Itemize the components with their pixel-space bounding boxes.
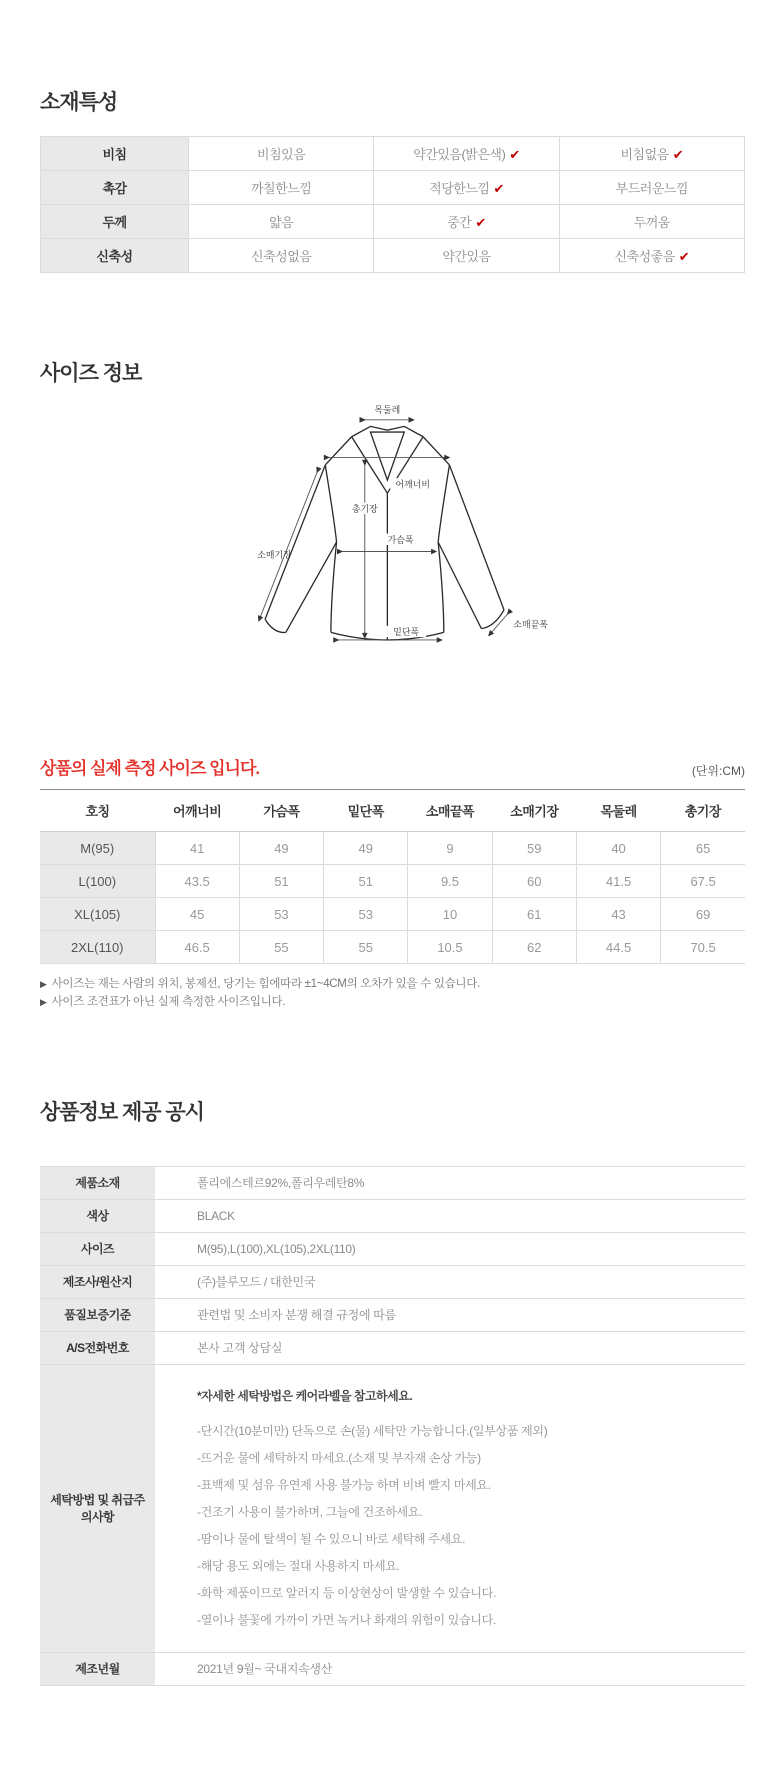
material-option: 비침없음 ✔ <box>559 137 744 171</box>
shirt-outline <box>265 426 504 640</box>
info-row <box>40 1298 745 1331</box>
size-col-header: 소매기장 <box>492 790 576 832</box>
hem-label: 밑단폭 <box>392 627 419 638</box>
size-value: 46.5 <box>155 931 239 964</box>
care-row <box>40 1364 745 1652</box>
info-row-label: A/S전화번호 <box>40 1331 155 1364</box>
care-item: -해당 용도 외에는 절대 사용하지 마세요. <box>197 1558 400 1573</box>
size-value: 9.5 <box>408 865 492 898</box>
care-item: -열이나 불꽃에 가까이 가면 녹거나 화재의 위험이 있습니다. <box>197 1612 496 1627</box>
info-row-label: 색상 <box>40 1199 155 1232</box>
care-item: -건조기 사용이 불가하며, 그늘에 건조하세요. <box>197 1504 423 1519</box>
size-name: M(95) <box>40 832 155 865</box>
material-option: 두꺼움 <box>559 205 744 239</box>
check-icon: ✔ <box>672 147 684 162</box>
measured-size-header <box>40 754 745 779</box>
size-col-header: 총기장 <box>661 790 745 832</box>
info-row <box>40 1166 745 1199</box>
info-row-value: 본사 고객 상담실 <box>155 1331 745 1364</box>
chest-label: 가슴폭 <box>387 535 413 546</box>
material-row <box>41 239 745 273</box>
info-row <box>40 1199 745 1232</box>
size-value: 41 <box>155 832 239 865</box>
size-note: ▶ 사이즈는 재는 사람의 위치, 봉제선, 당기는 힘에따라 ±1~4CM의 오차가 있을 수 있습니다. <box>40 978 480 990</box>
size-table-header-row <box>40 790 745 832</box>
size-section-title: 사이즈 정보 <box>40 362 142 385</box>
measure-lines <box>256 420 508 640</box>
size-name: XL(105) <box>40 898 155 931</box>
size-value: 59 <box>492 832 576 865</box>
product-info-table <box>40 1166 745 1686</box>
check-icon: ✔ <box>678 249 690 264</box>
info-row <box>40 1232 745 1265</box>
info-row <box>40 1652 745 1685</box>
material-option: 비침있음 <box>189 137 374 171</box>
size-value: 62 <box>492 931 576 964</box>
size-unit-label: (단위:CM) <box>691 764 745 778</box>
size-value: 65 <box>661 832 745 865</box>
size-value: 41.5 <box>576 865 660 898</box>
info-row-value: (주)블루모드 / 대한민국 <box>155 1265 745 1298</box>
material-table <box>40 136 745 273</box>
info-row-label: 제조사/원산지 <box>40 1265 155 1298</box>
length-label: 총기장 <box>351 504 378 515</box>
info-row-label: 제품소재 <box>40 1166 155 1199</box>
size-value: 10.5 <box>408 931 492 964</box>
size-value: 44.5 <box>576 931 660 964</box>
size-value: 43 <box>576 898 660 931</box>
material-row-label: 비침 <box>41 137 189 171</box>
size-table-row <box>40 865 745 898</box>
material-row <box>41 137 745 171</box>
neck-label: 목둘레 <box>373 405 400 416</box>
size-value: 55 <box>239 931 323 964</box>
material-option: 적당한느낌 ✔ <box>374 171 559 205</box>
triangle-bullet-icon: ▶ <box>40 979 47 989</box>
info-row-value: BLACK <box>155 1199 745 1232</box>
care-item: -단시간(10분미만) 단독으로 손(물) 세탁만 가능합니다.(일부상품 제외) <box>197 1423 548 1438</box>
size-col-header: 소매끝폭 <box>408 790 492 832</box>
size-value: 9 <box>408 832 492 865</box>
size-value: 70.5 <box>661 931 745 964</box>
size-diagram <box>40 401 745 660</box>
info-row-label: 제조년월 <box>40 1652 155 1685</box>
size-col-header: 어깨너비 <box>155 790 239 832</box>
care-item: -표백제 및 섬유 유연제 사용 불가능 하며 비벼 빨지 마세요. <box>197 1477 491 1492</box>
material-row <box>41 205 745 239</box>
material-option: 중간 ✔ <box>374 205 559 239</box>
info-row <box>40 1331 745 1364</box>
size-value: 51 <box>324 865 408 898</box>
size-name: L(100) <box>40 865 155 898</box>
triangle-bullet-icon: ▶ <box>40 996 47 1007</box>
size-value: 69 <box>661 898 745 931</box>
measure-labels <box>257 404 548 637</box>
material-row-label: 촉감 <box>41 171 189 205</box>
care-instructions <box>155 1364 745 1652</box>
info-row-value: 관련법 및 소비자 분쟁 해결 규정에 따름 <box>155 1298 745 1331</box>
material-row <box>41 171 745 205</box>
material-row-label: 신축성 <box>41 239 189 273</box>
size-value: 45 <box>155 898 239 931</box>
check-icon: ✔ <box>475 215 486 230</box>
info-row-label: 사이즈 <box>40 1232 155 1265</box>
info-row-value: M(95),L(100),XL(105),2XL(110) <box>155 1232 745 1265</box>
shoulder-label: 어깨너비 <box>395 479 430 490</box>
material-row-label: 두께 <box>41 205 189 239</box>
material-option: 얇음 <box>189 205 374 239</box>
care-item: -뜨거운 물에 세탁하지 마세요.(소재 및 부자재 손상 가능) <box>197 1450 481 1465</box>
size-value: 49 <box>239 832 323 865</box>
size-table-row <box>40 832 745 865</box>
info-row-value: 2021년 9월~ 국내지속생산 <box>155 1652 745 1685</box>
size-value: 53 <box>239 898 323 931</box>
size-col-header: 밑단폭 <box>324 790 408 832</box>
size-value: 49 <box>324 832 408 865</box>
care-item: -땀이나 물에 탈색이 될 수 있으니 바로 세탁해 주세요. <box>197 1531 466 1546</box>
size-value: 40 <box>576 832 660 865</box>
material-section-title: 소재특성 <box>40 91 118 114</box>
size-table-row <box>40 898 745 931</box>
material-option: 까칠한느낌 <box>189 171 374 205</box>
size-col-header: 가슴폭 <box>239 790 323 832</box>
sleeve-label: 소매기장 <box>256 550 292 561</box>
care-row-label: 세탁방법 및 취급주의사항 <box>40 1364 155 1652</box>
size-value: 67.5 <box>661 865 745 898</box>
care-headline: *자세한 세탁방법은 케어라벨을 참고하세요. <box>197 1388 413 1403</box>
material-option: 신축성없음 <box>189 239 374 273</box>
size-value: 51 <box>239 865 323 898</box>
size-notes <box>40 976 745 1012</box>
measured-size-title: 상품의 실제 측정 사이즈 입니다. <box>40 759 260 778</box>
size-value: 55 <box>324 931 408 964</box>
material-option: 신축성좋음 ✔ <box>559 239 744 273</box>
size-col-header: 목둘레 <box>576 790 660 832</box>
material-option: 약간있음(밝은색) ✔ <box>374 137 559 171</box>
info-row-label: 품질보증기준 <box>40 1298 155 1331</box>
info-row-value: 폴리에스테르92%,폴리우레탄8% <box>155 1166 745 1199</box>
size-value: 43.5 <box>155 865 239 898</box>
size-table-row <box>40 931 745 964</box>
size-col-header: 호칭 <box>40 790 155 832</box>
cuff-label: 소매끝폭 <box>512 619 548 630</box>
size-value: 10 <box>408 898 492 931</box>
material-option: 부드러운느낌 <box>559 171 744 205</box>
size-value: 60 <box>492 865 576 898</box>
product-info-title: 상품정보 제공 공시 <box>40 1100 204 1124</box>
check-icon: ✔ <box>509 147 520 162</box>
size-value: 53 <box>324 898 408 931</box>
material-option: 약간있음 <box>374 239 559 273</box>
size-name: 2XL(110) <box>40 931 155 964</box>
check-icon: ✔ <box>493 181 504 196</box>
size-table <box>40 789 745 964</box>
care-item: -화학 제품이므로 알러지 등 이상현상이 발생할 수 있습니다. <box>197 1585 496 1600</box>
size-note: ▶ 사이즈 조견표가 아닌 실제 측정한 사이즈입니다. <box>40 995 286 1008</box>
size-value: 61 <box>492 898 576 931</box>
shirt-measure-diagram <box>233 401 553 655</box>
info-row <box>40 1265 745 1298</box>
